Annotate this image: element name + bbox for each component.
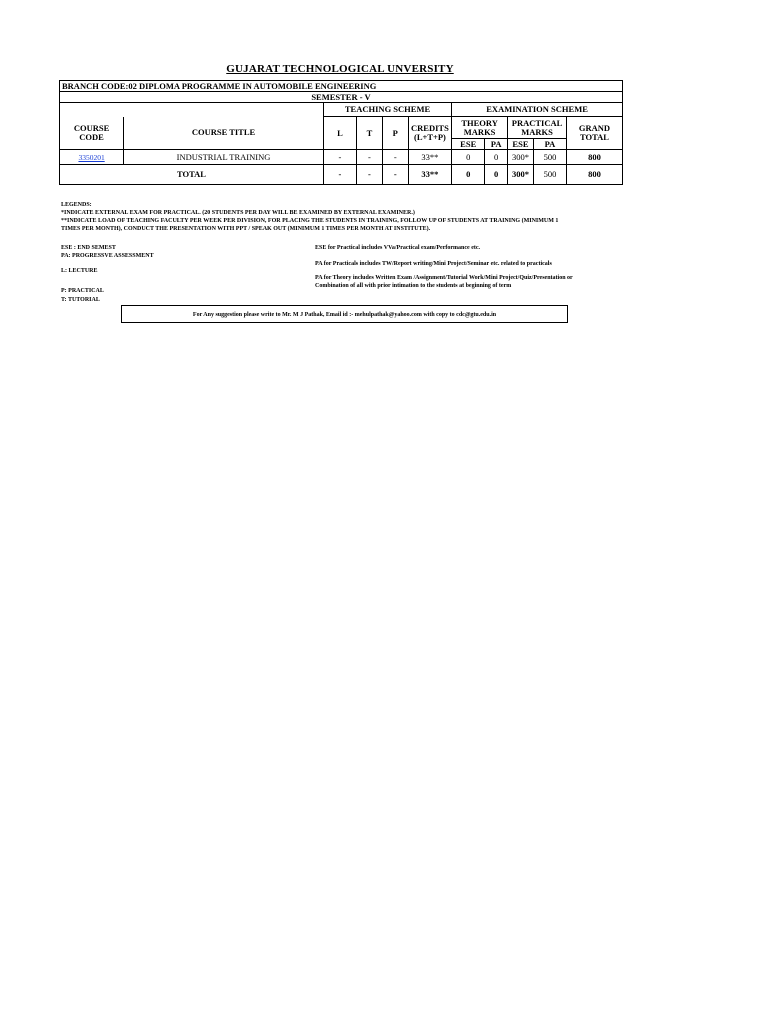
course-title-header: COURSE TITLE [124, 117, 324, 150]
legend-ese: ESE : END SEMEST [61, 245, 116, 251]
legend-line-3: TIMES PER MONTH), CONDUCT THE PRESENTATION WITH PPT / SPEAK OUT (MINIMUM 1 TIMES PER MONTH AT INSTITUTE). [61, 226, 431, 232]
total-label: TOTAL [60, 165, 324, 185]
legend-line-2: **INDICATE LOAD OF TEACHING FACULTY PER WEEK PER DIVISION, FOR PLACING THE STUDENTS IN TRAINING, FOLLOW UP OF STUDENTS AT TRAINING (MINIMUM 1 [61, 218, 559, 224]
total-practical-pa: 500 [533, 165, 566, 185]
course-code-link[interactable]: 3350201 [78, 152, 105, 162]
semester-label: SEMESTER - V [60, 92, 623, 103]
t-cell: - [356, 150, 382, 165]
total-theory-ese: 0 [452, 165, 485, 185]
p-header: P [382, 117, 408, 150]
total-p: - [382, 165, 408, 185]
legends-block [61, 201, 641, 233]
theory-ese-header: ESE [452, 139, 485, 150]
teaching-scheme-header: TEACHING SCHEME [323, 103, 451, 117]
course-code-header: COURSE CODE [60, 117, 124, 150]
l-cell: - [323, 150, 356, 165]
theory-pa-cell: 0 [485, 150, 508, 165]
total-theory-pa: 0 [485, 165, 508, 185]
branch-line: BRANCH CODE:02 DIPLOMA PROGRAMME IN AUTOMOBILE ENGINEERING [60, 81, 623, 92]
grand-total-cell: 800 [567, 150, 623, 165]
total-l: - [323, 165, 356, 185]
legend-pa: PA: PROGRESSVE ASSESSMENT [61, 253, 154, 259]
practical-pa-cell: 500 [533, 150, 566, 165]
practical-marks-header: PRACTICAL MARKS [508, 117, 567, 139]
legend-pa-theory-2: Combination of all with prior intimation to the students at beginning of term [315, 283, 512, 289]
theory-marks-header: THEORY MARKS [452, 117, 508, 139]
total-t: - [356, 165, 382, 185]
total-row [60, 165, 623, 185]
total-practical-ese: 300* [508, 165, 534, 185]
legend-line-1: *INDICATE EXTERNAL EXAM FOR PRACTICAL. (20 STUDENTS PER DAY WILL BE EXAMINED BY EXTERNAL EXAMINER.) [61, 210, 415, 216]
theory-ese-cell: 0 [452, 150, 485, 165]
course-title-cell: INDUSTRIAL TRAINING [124, 150, 324, 165]
theory-pa-header: PA [485, 139, 508, 150]
t-header: T [356, 117, 382, 150]
document-title: GUJARAT TECHNOLOGICAL UNVERSITY [226, 63, 454, 75]
examination-scheme-header: EXAMINATION SCHEME [452, 103, 623, 117]
legend-ese-practical: ESE for Practical includes VVa/Practical exam/Performance etc. [315, 245, 481, 251]
credits-header: CREDITS (L+T+P) [408, 117, 451, 150]
credits-cell: 33** [408, 150, 451, 165]
legend-lecture: L: LECTURE [61, 268, 98, 274]
p-cell: - [382, 150, 408, 165]
table-row [60, 150, 623, 165]
legend-pa-theory-1: PA for Theory includes Written Exam /Assignment/Tutorial Work/Mini Project/Quiz/Presentation or [315, 275, 573, 281]
total-grand-total: 800 [567, 165, 623, 185]
total-credits: 33** [408, 165, 451, 185]
l-header: L [323, 117, 356, 150]
legend-pa-practical: PA for Practicals includes TW/Report writing/Mini Project/Seminar etc. related to practicals [315, 261, 552, 267]
practical-ese-header: ESE [508, 139, 534, 150]
course-scheme-table [59, 80, 623, 185]
grand-total-header: GRAND TOTAL [567, 117, 623, 150]
course-code-cell[interactable] [60, 150, 124, 165]
legends-heading: LEGENDS: [61, 202, 92, 208]
suggestion-box: For Any suggestion please write to Mr. M J Pathak, Email id :- mehulpathak@yahoo.com with copy to cdc@gtu.edu.in [121, 305, 568, 323]
legend-tutorial: T: TUTORIAL [61, 297, 100, 303]
practical-pa-header: PA [533, 139, 566, 150]
legend-practical: P: PRACTICAL [61, 288, 104, 294]
practical-ese-cell: 300* [508, 150, 534, 165]
